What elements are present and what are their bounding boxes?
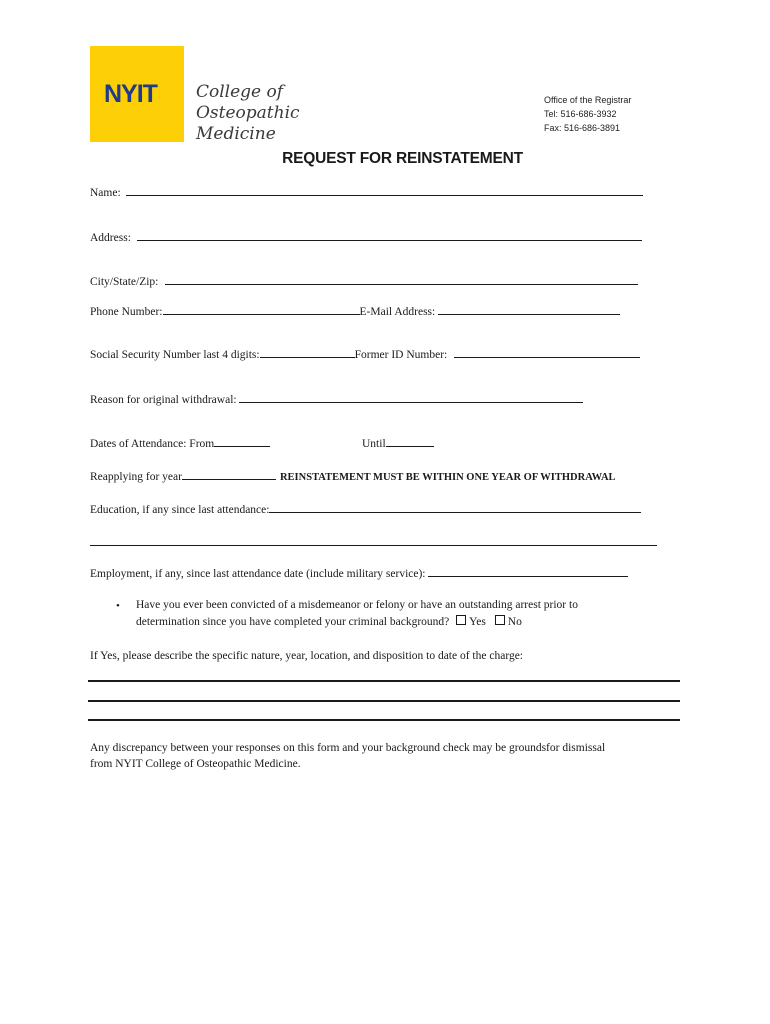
form-title: REQUEST FOR REINSTATEMENT [282,150,523,167]
phone-label: Phone Number: [90,306,163,318]
describe-line-1[interactable] [88,680,680,682]
reason-row [90,392,583,406]
no-label: No [507,616,522,628]
until-row [362,436,434,450]
city-row [90,274,638,288]
ssn-field[interactable] [260,347,355,358]
until-field[interactable] [386,436,434,447]
logo-line-3: Medicine [196,124,276,144]
conviction-question-line-2 [136,615,522,628]
conviction-question-line-1: Have you ever been convicted of a misdemeanor or felony or have an outstanding arrest prior to [136,599,578,611]
bullet: • [116,600,120,612]
office-name: Office of the Registrar [544,95,632,105]
logo-line-1: College of [196,82,284,102]
address-label: Address: [90,232,131,244]
email-label: E-Mail Address: [359,306,436,318]
phone-field[interactable] [163,304,360,315]
office-contact [544,93,631,135]
education-field-continued[interactable] [90,535,657,546]
yes-label: Yes [469,616,486,628]
office-tel: Tel: 516-686-3932 [544,109,617,119]
former-id-label: Former ID Number: [354,349,448,361]
reapplying-field[interactable] [182,469,276,480]
dates-from-label: Dates of Attendance: From [90,438,215,450]
name-label: Name: [90,187,121,199]
describe-line-2[interactable] [88,700,680,702]
conviction-question-text: determination since you have completed your criminal background? [136,616,450,628]
no-checkbox[interactable] [495,615,505,625]
footer-line-1: Any discrepancy between your responses on this form and your background check may be groundsfor dismissal [90,742,606,754]
reinstatement-note: REINSTATEMENT MUST BE WITHIN ONE YEAR OF WITHDRAWAL [279,472,616,483]
logo-line-2: Osteopathic [196,103,300,123]
ssn-row [90,347,640,361]
nyit-logo [90,46,184,142]
ssn-label: Social Security Number last 4 digits: [90,349,260,361]
yes-checkbox[interactable] [456,615,466,625]
office-fax: Fax: 516-686-3891 [544,123,621,133]
employment-label: Employment, if any, since last attendance date (include military service): [90,568,426,580]
city-state-zip-field[interactable] [165,274,638,285]
education-label: Education, if any since last attendance: [90,504,270,516]
education-row [90,502,641,516]
reason-field[interactable] [239,392,583,403]
phone-email-row [90,304,620,318]
reapplying-row [90,469,616,483]
reapplying-label: Reapplying for year [90,471,182,483]
education-continued-row [90,535,657,549]
logo-mark: NYIT [104,80,157,108]
address-row [90,230,642,244]
address-field[interactable] [137,230,642,241]
employment-row [90,566,628,580]
footer-line-2: from NYIT College of Osteopathic Medicine. [90,758,301,770]
education-field[interactable] [269,502,641,513]
describe-instruction: If Yes, please describe the specific nature, year, location, and disposition to date of the charge: [90,650,523,662]
city-label: City/State/Zip: [90,276,159,288]
employment-field[interactable] [428,566,628,577]
dates-from-field[interactable] [214,436,270,447]
name-row [90,185,643,199]
former-id-field[interactable] [454,347,640,358]
logo-college-name [196,82,300,145]
reason-label: Reason for original withdrawal: [90,394,237,406]
dates-row [90,436,270,450]
email-field[interactable] [438,304,620,315]
describe-line-3[interactable] [88,719,680,721]
until-label: Until [362,438,386,450]
name-field[interactable] [126,185,643,196]
